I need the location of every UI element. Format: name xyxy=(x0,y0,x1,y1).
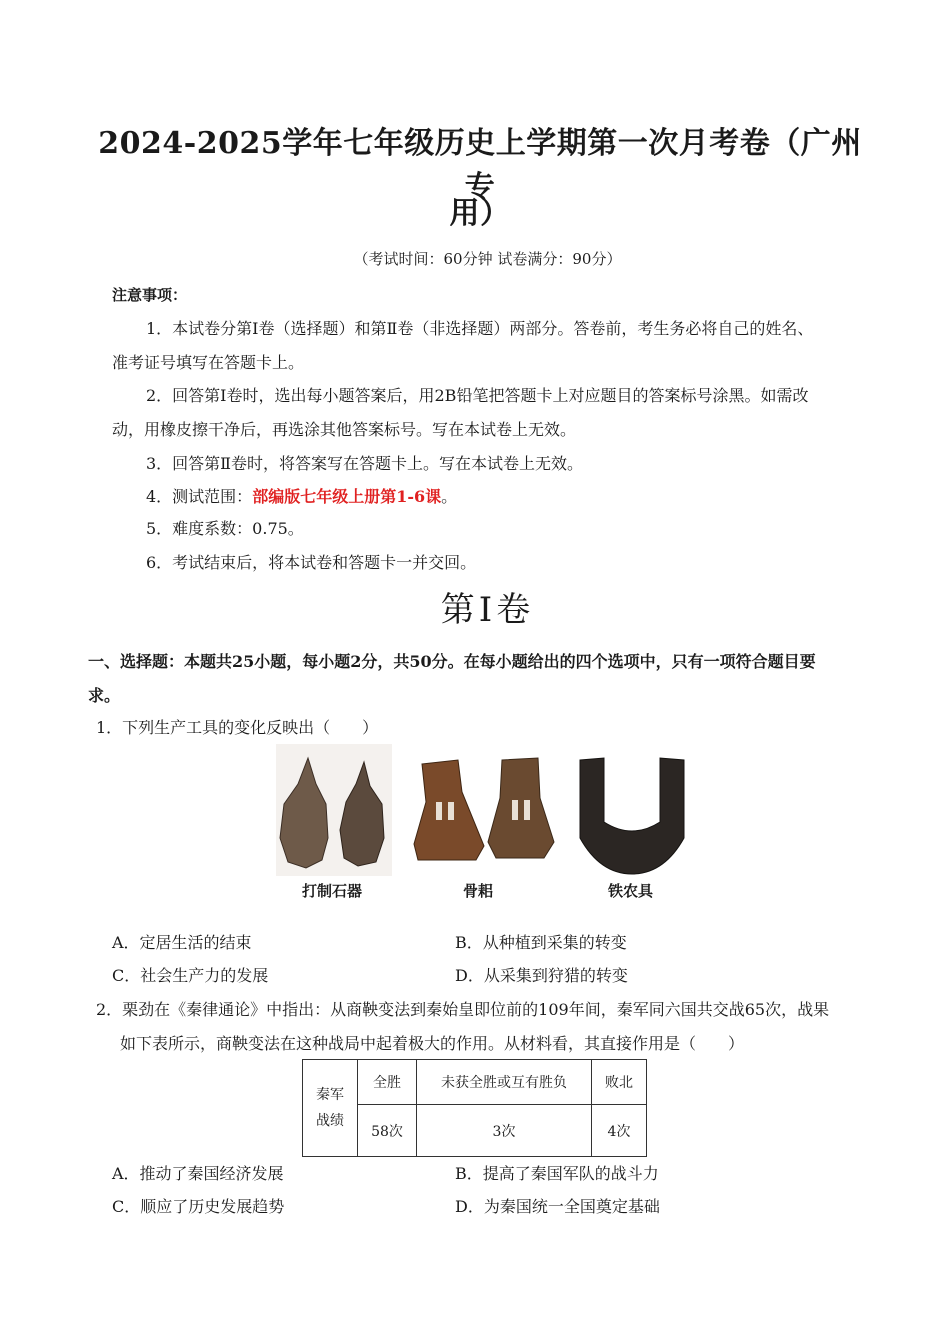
q2-option-d: D．为秦国统一全国奠定基础 xyxy=(455,1197,660,1216)
q1-stem: 1．下列生产工具的变化反映出（ ） xyxy=(96,718,379,737)
notice-item-2a: 2．回答第Ⅰ卷时，选出每小题答案后，用2B铅笔把答题卡上对应题目的答案标号涂黑。如需改 xyxy=(146,386,809,405)
section-title: 第Ⅰ卷 xyxy=(440,590,535,630)
q2-option-a: A．推动了秦国经济发展 xyxy=(112,1164,284,1183)
exam-title-line2: 用） xyxy=(449,196,511,231)
notice-heading: 注意事项： xyxy=(112,286,188,304)
tools-figure xyxy=(272,742,712,904)
notice-item-4 xyxy=(146,484,457,507)
notice-item-1a: 1．本试卷分第Ⅰ卷（选择题）和第Ⅱ卷（非选择题）两部分。答卷前，考生务必将自己的姓名、 xyxy=(146,319,814,338)
header-full-victory: 全胜 xyxy=(358,1060,417,1105)
iron-tool xyxy=(580,758,684,874)
tools-illustration xyxy=(272,742,712,878)
bone-spade-left-hole-2 xyxy=(448,802,454,820)
table-row xyxy=(303,1060,647,1105)
notice-item-4-prefix: 4．测试范围： xyxy=(146,487,253,506)
row-header-line2: 战绩 xyxy=(316,1113,344,1129)
notice-item-1b: 准考证号填写在答题卡上。 xyxy=(112,353,305,372)
exam-title-line1: 2024-2025学年七年级历史上学期第一次月考卷（广州专 xyxy=(98,126,862,205)
bone-spade-right xyxy=(488,758,554,858)
bone-spade-right-hole-1 xyxy=(512,800,518,820)
q1-option-a: A．定居生活的结束 xyxy=(112,933,252,952)
row-header-cell xyxy=(303,1060,358,1157)
q1-option-c: C．社会生产力的发展 xyxy=(112,966,269,985)
notice-item-2b: 动，用橡皮擦干净后，再选涂其他答案标号。写在本试卷上无效。 xyxy=(112,420,577,439)
notice-item-4-suffix: 。 xyxy=(441,487,458,506)
value-defeat: 4次 xyxy=(592,1105,647,1157)
caption-iron-tool: 铁农具 xyxy=(608,882,654,900)
bone-spade-right-hole-2 xyxy=(524,800,530,820)
q2-stem-b: 如下表所示，商鞅变法在这种战局中起着极大的作用。从材料看，其直接作用是（ ） xyxy=(120,1034,745,1053)
value-mixed-results: 3次 xyxy=(417,1105,592,1157)
q2-option-c: C．顺应了历史发展趋势 xyxy=(112,1197,285,1216)
battle-results-table xyxy=(302,1059,647,1157)
q2-stem-a: 2．栗劲在《秦律通论》中指出：从商鞅变法到秦始皇即位前的109年间，秦军同六国共交战65次，战果 xyxy=(96,1000,830,1019)
notice-item-5: 5．难度系数：0.75。 xyxy=(146,519,304,538)
q2-option-b: B．提高了秦国军队的战斗力 xyxy=(455,1164,659,1183)
value-full-victory: 58次 xyxy=(358,1105,417,1157)
test-scope-highlight: 部编版七年级上册第1-6课 xyxy=(252,487,442,506)
q1-option-b: B．从种植到采集的转变 xyxy=(455,933,627,952)
caption-stone-tools: 打制石器 xyxy=(302,882,363,900)
section-intro-a: 一、选择题：本题共25小题，每小题2分，共50分。在每小题给出的四个选项中，只有一项符合题目要 xyxy=(88,652,816,671)
q1-option-d: D．从采集到狩猎的转变 xyxy=(455,966,628,985)
bone-spade-left-hole-1 xyxy=(436,802,442,820)
notice-item-3: 3．回答第Ⅱ卷时，将答案写在答题卡上。写在本试卷上无效。 xyxy=(146,454,584,473)
header-mixed-results: 未获全胜或互有胜负 xyxy=(417,1060,592,1105)
caption-bone-spade: 骨耜 xyxy=(463,882,494,900)
row-header-line1: 秦军 xyxy=(316,1087,344,1103)
section-intro-b: 求。 xyxy=(88,686,121,705)
exam-subtitle: （考试时间：60分钟 试卷满分：90分） xyxy=(353,250,622,268)
header-defeat: 败北 xyxy=(592,1060,647,1105)
notice-item-6: 6．考试结束后，将本试卷和答题卡一并交回。 xyxy=(146,553,477,572)
